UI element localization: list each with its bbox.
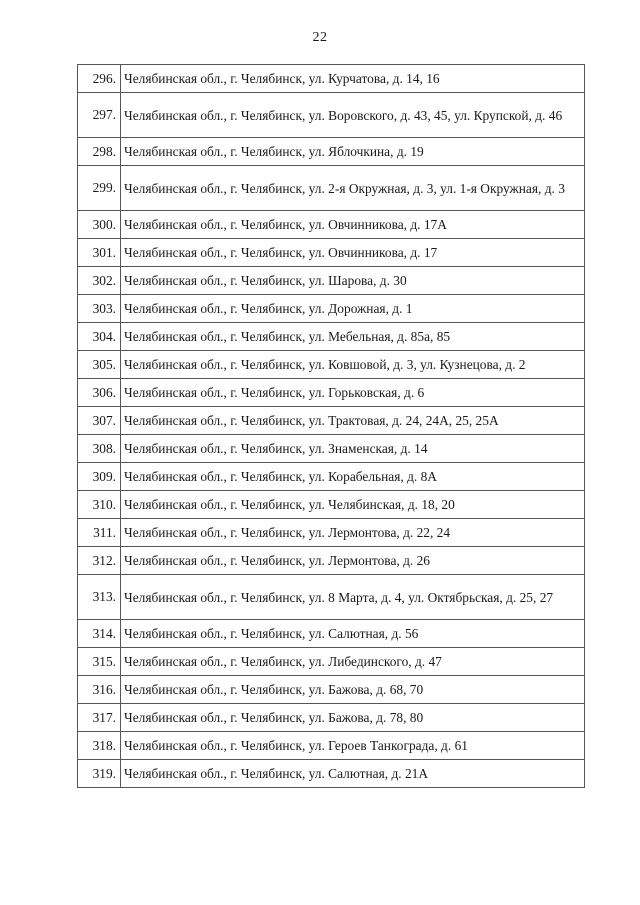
table-row [78, 676, 585, 704]
row-number: 296. [78, 65, 121, 93]
page-number: 22 [312, 30, 328, 45]
table-row [78, 166, 585, 211]
address-cell: Челябинская обл., г. Челябинск, ул. Знаменская, д. 14 [121, 435, 585, 463]
table-row [78, 704, 585, 732]
table-row [78, 138, 585, 166]
row-number: 298. [78, 138, 121, 166]
table-row [78, 620, 585, 648]
table-row [78, 575, 585, 620]
address-cell: Челябинская обл., г. Челябинск, ул. Героев Танкограда, д. 61 [121, 732, 585, 760]
row-number: 319. [78, 760, 121, 788]
table-row [78, 732, 585, 760]
row-number: 306. [78, 379, 121, 407]
table-row [78, 519, 585, 547]
row-number: 304. [78, 323, 121, 351]
table-row [78, 407, 585, 435]
table-row [78, 323, 585, 351]
address-cell: Челябинская обл., г. Челябинск, ул. Салютная, д. 21А [121, 760, 585, 788]
address-cell: Челябинская обл., г. Челябинск, ул. Корабельная, д. 8А [121, 463, 585, 491]
row-number: 299. [78, 166, 121, 211]
address-cell: Челябинская обл., г. Челябинск, ул. Салютная, д. 56 [121, 620, 585, 648]
address-cell: Челябинская обл., г. Челябинск, ул. Либединского, д. 47 [121, 648, 585, 676]
row-number: 305. [78, 351, 121, 379]
row-number: 318. [78, 732, 121, 760]
table-row [78, 547, 585, 575]
table-row [78, 93, 585, 138]
row-number: 300. [78, 211, 121, 239]
address-cell: Челябинская обл., г. Челябинск, ул. Челябинская, д. 18, 20 [121, 491, 585, 519]
table-row [78, 267, 585, 295]
table-row [78, 379, 585, 407]
address-cell: Челябинская обл., г. Челябинск, ул. Дорожная, д. 1 [121, 295, 585, 323]
row-number: 309. [78, 463, 121, 491]
table-row [78, 648, 585, 676]
address-cell: Челябинская обл., г. Челябинск, ул. Лермонтова, д. 22, 24 [121, 519, 585, 547]
row-number: 307. [78, 407, 121, 435]
address-cell: Челябинская обл., г. Челябинск, ул. 8 Марта, д. 4, ул. Октябрьская, д. 25, 27 [121, 575, 585, 620]
address-cell: Челябинская обл., г. Челябинск, ул. Ковшовой, д. 3, ул. Кузнецова, д. 2 [121, 351, 585, 379]
address-cell: Челябинская обл., г. Челябинск, ул. Бажова, д. 68, 70 [121, 676, 585, 704]
address-cell: Челябинская обл., г. Челябинск, ул. Бажова, д. 78, 80 [121, 704, 585, 732]
row-number: 312. [78, 547, 121, 575]
table-row [78, 435, 585, 463]
address-cell: Челябинская обл., г. Челябинск, ул. 2-я Окружная, д. 3, ул. 1-я Окружная, д. 3 [121, 166, 585, 211]
row-number: 314. [78, 620, 121, 648]
table-row [78, 211, 585, 239]
row-number: 297. [78, 93, 121, 138]
table-row [78, 65, 585, 93]
row-number: 301. [78, 239, 121, 267]
row-number: 308. [78, 435, 121, 463]
address-cell: Челябинская обл., г. Челябинск, ул. Овчинникова, д. 17 [121, 239, 585, 267]
address-cell: Челябинская обл., г. Челябинск, ул. Яблочкина, д. 19 [121, 138, 585, 166]
row-number: 311. [78, 519, 121, 547]
table-row [78, 239, 585, 267]
table-row [78, 491, 585, 519]
address-cell: Челябинская обл., г. Челябинск, ул. Мебельная, д. 85а, 85 [121, 323, 585, 351]
table-row [78, 463, 585, 491]
row-number: 310. [78, 491, 121, 519]
row-number: 313. [78, 575, 121, 620]
address-cell: Челябинская обл., г. Челябинск, ул. Воровского, д. 43, 45, ул. Крупской, д. 46 [121, 93, 585, 138]
row-number: 316. [78, 676, 121, 704]
address-cell: Челябинская обл., г. Челябинск, ул. Овчинникова, д. 17А [121, 211, 585, 239]
address-cell: Челябинская обл., г. Челябинск, ул. Трактовая, д. 24, 24А, 25, 25А [121, 407, 585, 435]
address-table [77, 64, 585, 788]
address-cell: Челябинская обл., г. Челябинск, ул. Лермонтова, д. 26 [121, 547, 585, 575]
table-row [78, 351, 585, 379]
table-row [78, 295, 585, 323]
row-number: 315. [78, 648, 121, 676]
row-number: 317. [78, 704, 121, 732]
table-row [78, 760, 585, 788]
row-number: 303. [78, 295, 121, 323]
address-cell: Челябинская обл., г. Челябинск, ул. Шарова, д. 30 [121, 267, 585, 295]
address-cell: Челябинская обл., г. Челябинск, ул. Курчатова, д. 14, 16 [121, 65, 585, 93]
row-number: 302. [78, 267, 121, 295]
address-cell: Челябинская обл., г. Челябинск, ул. Горьковская, д. 6 [121, 379, 585, 407]
